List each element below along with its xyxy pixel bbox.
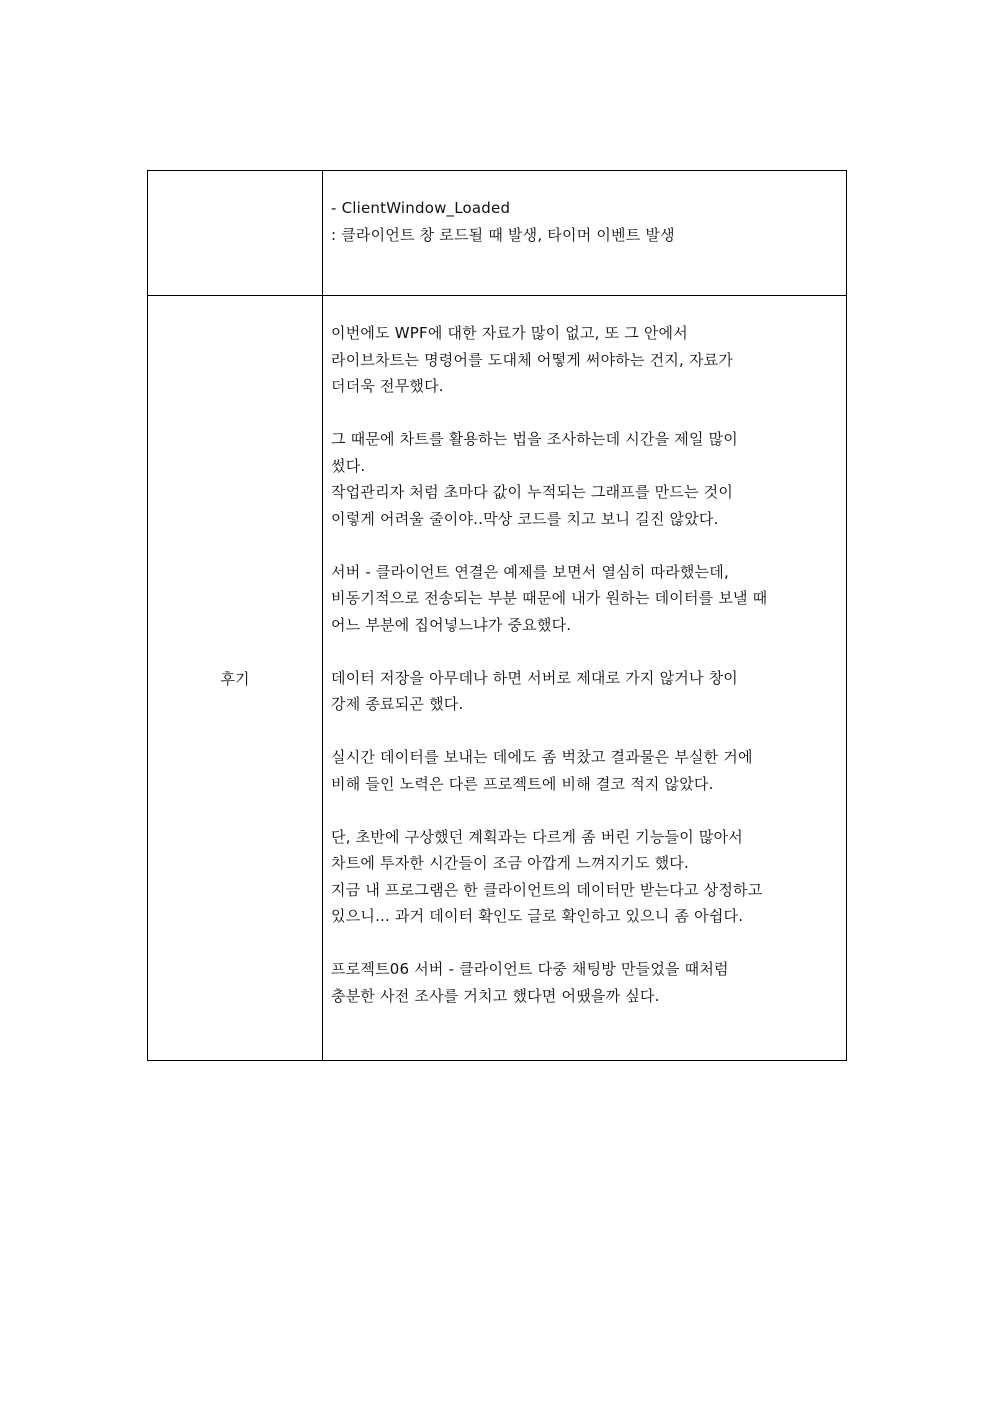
review-label-cell: 후기 <box>148 296 323 1061</box>
table-row-event <box>148 171 847 296</box>
review-line: 어느 부분에 집어넣느냐가 중요했다. <box>331 615 572 634</box>
event-description-cell <box>323 171 847 296</box>
review-content-cell <box>323 296 847 1061</box>
review-paragraph <box>331 744 838 797</box>
review-line: 작업관리자 처럼 초마다 값이 누적되는 그래프를 만드는 것이 <box>331 483 734 501</box>
review-line: 이렇게 어려울 줄이야..막상 코드를 치고 보니 길진 않았다. <box>331 509 719 528</box>
review-line: 라이브차트는 명령어를 도대체 어떻게 써야하는 건지, 자료가 <box>331 350 734 369</box>
review-line: 강제 종료되곤 했다. <box>331 695 464 713</box>
review-paragraph <box>331 559 838 639</box>
review-line: 더더욱 전무했다. <box>331 377 444 395</box>
review-line: 충분한 사전 조사를 거치고 했다면 어땠을까 싶다. <box>331 986 660 1005</box>
review-line: 지금 내 프로그램은 한 클라이언트의 데이터만 받는다고 상정하고 <box>331 880 763 899</box>
review-paragraph <box>331 320 838 400</box>
review-line: 이번에도 WPF에 대한 자료가 많이 없고, 또 그 안에서 <box>331 324 688 342</box>
review-line: 서버 - 클라이언트 연결은 예제를 보면서 열심히 따라했는데, <box>331 562 729 581</box>
review-line: 데이터 저장을 아무데나 하면 서버로 제대로 가지 않거나 창이 <box>331 668 738 687</box>
review-line: 있으니... 과거 데이터 확인도 글로 확인하고 있으니 좀 아쉽다. <box>331 907 744 925</box>
empty-label-cell <box>148 171 323 296</box>
review-paragraph <box>331 426 838 532</box>
review-line: 실시간 데이터를 보내는 데에도 좀 벅찼고 결과물은 부실한 거에 <box>331 748 753 766</box>
review-line: 그 때문에 차트를 활용하는 법을 조사하는데 시간을 제일 많이 <box>331 430 738 448</box>
review-line: 차트에 투자한 시간들이 조금 아깝게 느껴지기도 했다. <box>331 854 689 872</box>
event-line: : 클라이언트 창 로드될 때 발생, 타이머 이벤트 발생 <box>331 226 675 244</box>
review-line: 비동기적으로 전송되는 부분 때문에 내가 원하는 데이터를 보낼 때 <box>331 589 768 607</box>
review-line: 프로젝트06 서버 - 클라이언트 다중 채팅방 만들었을 때처럼 <box>331 960 729 978</box>
review-paragraph <box>331 824 838 930</box>
review-line: 단, 초반에 구상했던 계획과는 다르게 좀 버린 기능들이 많아서 <box>331 827 743 846</box>
review-paragraph <box>331 665 838 718</box>
review-paragraph <box>331 956 838 1009</box>
review-line: 썼다. <box>331 456 366 475</box>
report-table <box>147 170 847 1061</box>
event-line: - ClientWindow_Loaded <box>331 199 511 217</box>
review-line: 비해 들인 노력은 다른 프로젝트에 비해 결코 적지 않았다. <box>331 774 714 793</box>
table-row-review <box>148 296 847 1061</box>
